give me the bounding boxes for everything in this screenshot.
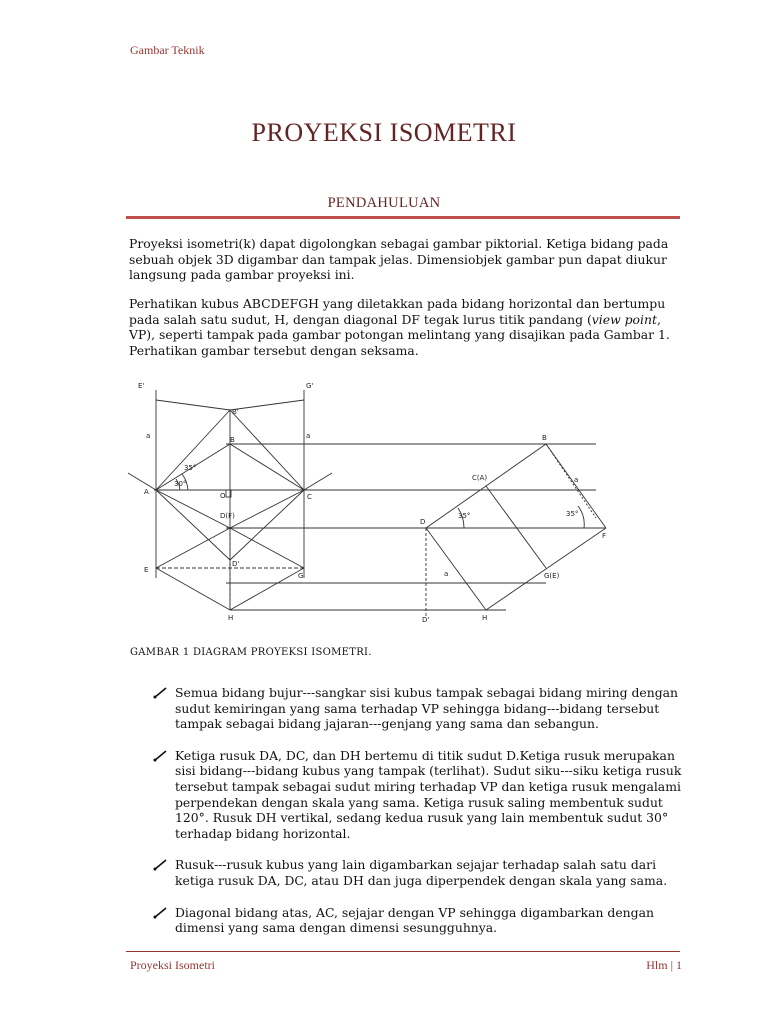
section-divider <box>126 216 680 219</box>
label-g: G <box>298 572 304 580</box>
list-item <box>152 685 682 732</box>
figure-caption: GAMBAR 1 DIAGRAM PROYEKSI ISOMETRI. <box>130 647 372 658</box>
label-right-b: B <box>542 434 547 442</box>
bullet-text: Semua bidang bujur---sangkar sisi kubus tampak sebagai bidang miring dengan sudut kemiringan yang sama terhadap VP sehingga bidang---bidang tersebut tampak sebagai bidang jajaran---genjang yang sama dan sebangun. <box>175 685 679 732</box>
running-header: Gambar Teknik <box>130 43 205 57</box>
section-heading: PENDAHULUAN <box>327 195 441 211</box>
footer-divider <box>126 951 680 952</box>
label-g-prime: G' <box>306 382 314 390</box>
paragraph-cube <box>129 296 681 358</box>
page-number: Hlm | 1 <box>646 958 682 972</box>
pen-nib-icon <box>152 858 168 872</box>
paragraph-intro: Proyeksi isometri(k) dapat digolongkan sebagai gambar piktorial. Ketiga bidang pada sebuah objek 3D digambar dan tampak jelas. Dimensiobjek gambar pun dapat diukur langsung pada gambar proyeksi ini. <box>129 236 669 282</box>
footer-title: Proyeksi Isometri <box>130 958 215 972</box>
label-o: O <box>220 492 226 500</box>
pen-nib-icon <box>152 749 168 763</box>
label-angle-35: 35° <box>184 464 197 472</box>
label-e-prime: E' <box>138 382 145 390</box>
paragraph-cube-text-1: Perhatikan kubus ABCDEFGH yang diletakkan pada bidang horizontal dan bertumpu pada salah satu sudut, H, dengan diagonal DF tegak lurus titik pandang ( <box>129 296 666 327</box>
pen-nib-icon <box>152 686 168 700</box>
label-right-edge-a-2: a <box>444 570 449 578</box>
bullet-text: Diagonal bidang atas, AC, sejajar dengan VP sehingga digambarkan dengan dimensi yang sama dengan dimensi sesungguhnya. <box>175 904 654 936</box>
label-right-ca: C(A) <box>472 474 488 482</box>
bullet-text: Ketiga rusuk DA, DC, dan DH bertemu di titik sudut D.Ketiga rusuk merupakan sisi bidang---bidang kubus yang tampak (terlihat). Sudut siku---siku ketiga rusuk tersebut tampak sebagai sudut miring terhadap VP dan ketiga rusuk mengalami perpendekan dengan skala yang sama. Ketiga rusuk saling membentuk sudut 120°. Rusuk DH vertikal, sedang kedua rusuk yang lain membentuk sudut 30° terhadap bidang horizontal. <box>175 747 682 841</box>
paragraph-cube-italic: view point <box>591 311 657 327</box>
label-h: H <box>228 614 234 622</box>
label-right-h: H <box>482 614 488 622</box>
label-right-angle: 35° <box>458 512 471 520</box>
bullet-list <box>152 685 682 952</box>
label-right-edge-a: a <box>574 476 579 484</box>
paragraph-cube-text-2: , VP), seperti tampak pada gambar potongan melintang yang disajikan pada Gambar 1. Perhatikan gambar tersebut dengan seksama. <box>129 311 670 358</box>
label-right-ge: G(E) <box>544 572 560 580</box>
label-right-angle-2: 35° <box>566 510 579 518</box>
list-item <box>152 905 682 936</box>
label-edge-a-right: a <box>306 432 311 440</box>
list-item <box>152 857 682 888</box>
label-a: A <box>144 488 149 496</box>
isometric-diagram <box>126 378 606 636</box>
label-d-prime: D' <box>232 560 240 568</box>
label-edge-a-left: a <box>146 432 151 440</box>
label-right-d: D <box>420 518 426 526</box>
label-e: E <box>144 566 149 574</box>
label-right-d-prime: D' <box>422 616 430 624</box>
bullet-text: Rusuk---rusuk kubus yang lain digambarkan sejajar terhadap salah satu dari ketiga rusuk DA, DC, atau DH dan juga diperpendek dengan skala yang sama. <box>175 857 668 888</box>
label-b-prime: B' <box>232 408 239 416</box>
label-df: D(F) <box>220 512 235 520</box>
label-right-f: F <box>601 532 606 540</box>
label-angle-30: 30° <box>174 480 187 488</box>
page-title: PROYEKSI ISOMETRI <box>251 118 517 147</box>
list-item <box>152 748 682 842</box>
label-c: C <box>307 493 312 501</box>
pen-nib-icon <box>152 906 168 920</box>
label-b: B <box>230 436 235 444</box>
